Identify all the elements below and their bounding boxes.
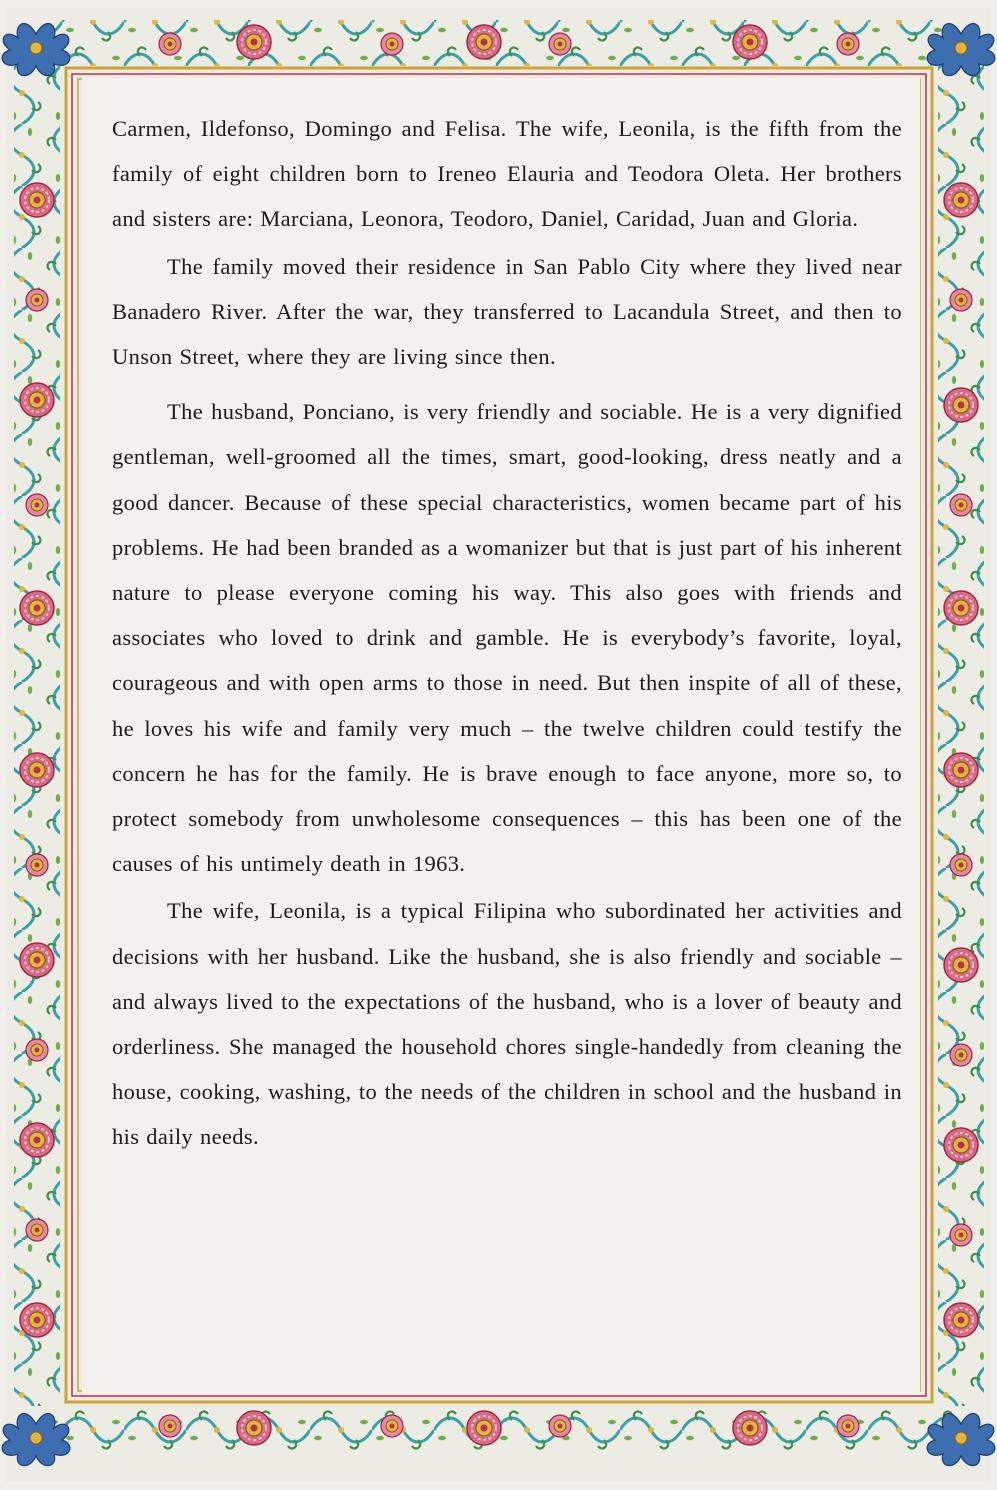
paragraph-residence: The family moved their residence in San Pablo City where they lived near Banadero River. After the war, they transferred to Lacandula Street, and then to Unson Street, where they are living since then. [112, 253, 902, 370]
paragraph-wife: The wife, Leonila, is a typical Filipina who subordinated her activities and decisions with her husband. Like the husband, she is also friendly and sociable – and always lived to the expectations of the husband, who is a lover of beauty and orderliness. She managed the household chores single-handedly from cleaning the house, cooking, washing, to the needs of the children in school and the husband in his daily needs. [112, 898, 902, 1150]
paragraph-siblings: Carmen, Ildefonso, Domingo and Felisa. The wife, Leonila, is the fifth from the family of eight children born to Ireneo Elauria and Teodora Oleta. Her brothers and sisters are: Marciana, Leonora, Teodoro, Daniel, Caridad, Juan and Gloria. [112, 116, 902, 232]
paragraph-husband: The husband, Ponciano, is very friendly and sociable. He is a very dignified gentleman, well-groomed all the times, smart, good-looking, dress neatly and a good dancer. Because of these special characteristics, women became part of his problems. He had been branded as a womanizer but that is just part of his inherent nature to please everyone coming his way. This also goes with friends and associates who loved to drink and gamble. He is everybody’s favorite, loyal, courageous and with open arms to those in need. But then inspite of all of these, he loves his wife and family very much – the twelve children could testify the concern he has for the family. He is brave enough to face anyone, more so, to protect somebody from unwholesome consequences – this has been one of the causes of his untimely death in 1963. [112, 399, 902, 877]
body-text [112, 106, 902, 1160]
